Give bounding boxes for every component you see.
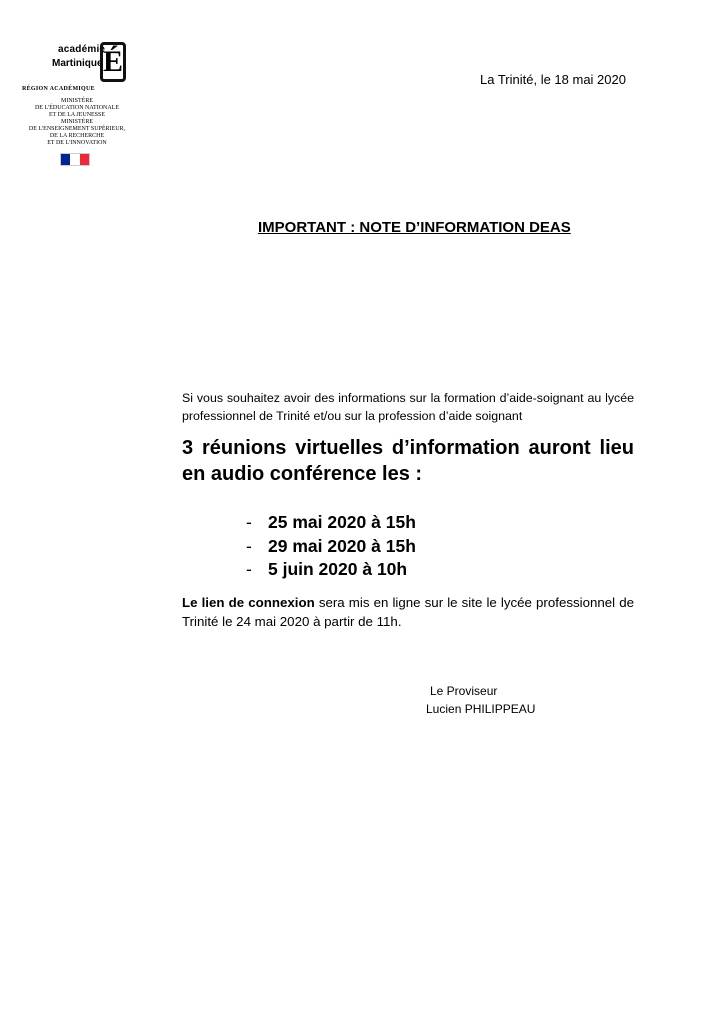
link-paragraph <box>182 593 634 631</box>
meeting-dates-list <box>246 511 416 582</box>
date-line: La Trinité, le 18 mai 2020 <box>480 72 626 87</box>
headline-paragraph: 3 réunions virtuelles d’information auront lieu en audio conférence les : <box>182 437 634 485</box>
academie-logo <box>18 22 150 166</box>
french-flag-icon <box>60 153 90 166</box>
list-item: - 25 mai 2020 à 15h <box>246 511 416 535</box>
logo-ministries: MINISTÈRE DE L'ÉDUCATION NATIONALE ET DE LA JEUNESSE MINISTÈRE DE L'ENSEIGNEMENT SUPÉRIEUR, DE LA RECHERCHE ET DE L'INNOVATION <box>28 98 126 146</box>
logo-word-academie: académie <box>58 44 106 55</box>
meeting-date: 25 mai 2020 à 15h <box>268 512 416 532</box>
flag-white <box>70 154 79 165</box>
flag-red <box>80 154 89 165</box>
page-title: IMPORTANT : NOTE D’INFORMATION DEAS <box>258 219 571 236</box>
link-bold-text: Le lien de connexion <box>182 595 315 610</box>
logo-region: RÉGION ACADÉMIQUE <box>22 86 95 92</box>
intro-paragraph: Si vous souhaitez avoir des informations sur la formation d’aide-soignant au lycée professionnel de Trinité et/ou sur la profession d’aide soignant <box>182 391 634 423</box>
meeting-date: 29 mai 2020 à 15h <box>268 535 416 556</box>
signature-block <box>426 682 535 718</box>
list-item: - 29 mai 2020 à 15h <box>246 535 416 559</box>
flag-blue <box>61 154 70 165</box>
signature-name: Lucien PHILIPPEAU <box>426 702 536 716</box>
meeting-date: 5 juin 2020 à 10h <box>268 559 408 579</box>
list-item: - 5 juin 2020 à 10h <box>246 558 416 582</box>
signature-role: Le Proviseur <box>430 684 498 698</box>
logo-e-badge: É <box>100 42 126 82</box>
link-rest-text: sera mis en ligne sur le site le lycée professionnel de Trinité le 24 mai 2020 à partir de 11h. <box>182 595 635 629</box>
logo-word-martinique: Martinique <box>52 58 103 69</box>
